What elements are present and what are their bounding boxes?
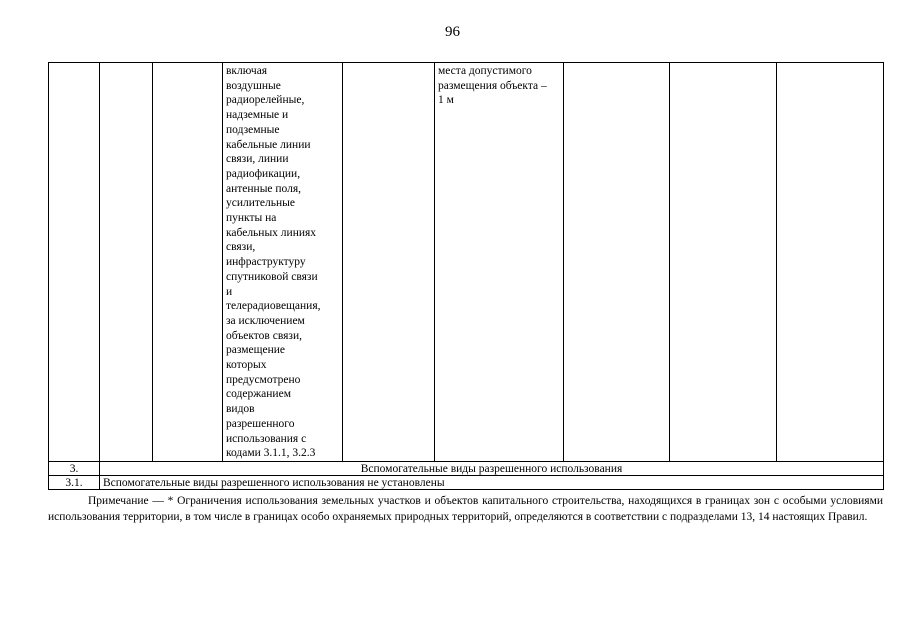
section-title: Вспомогательные виды разрешенного использования bbox=[100, 461, 884, 475]
setback-parameter: места допустимого размещения объекта – 1 м bbox=[438, 65, 547, 107]
section-number: 3. bbox=[49, 461, 100, 475]
table-cell bbox=[670, 63, 777, 462]
table-cell bbox=[777, 63, 884, 462]
table-note: Примечание — * Ограничения использования земельных участков и объектов капитального строительства, находящихся в границах зон с особыми условиями использования территории, в том числе в границах особо охраняемых природных территорий, определяются в соответствии с подразделами 13, 14 настоящих Правил. bbox=[48, 495, 883, 523]
subsection-number: 3.1. bbox=[49, 475, 100, 489]
table-row bbox=[49, 461, 884, 475]
table-cell bbox=[564, 63, 670, 462]
table-row bbox=[49, 475, 884, 489]
subsection-text: Вспомогательные виды разрешенного использования не установлены bbox=[100, 475, 884, 489]
table-cell bbox=[100, 63, 153, 462]
table-row bbox=[49, 63, 884, 462]
table-cell bbox=[343, 63, 435, 462]
table-cell bbox=[223, 63, 343, 462]
table-cell bbox=[153, 63, 223, 462]
regulations-table bbox=[48, 62, 884, 490]
table-cell bbox=[435, 63, 564, 462]
page-number: 96 bbox=[445, 24, 460, 40]
permitted-use-description: включая воздушные радиорелейные, надземные и подземные кабельные линии связи, линии радиофикации, антенные поля, усилительные пункты на кабельных линиях связи, инфраструктуру спутниковой связи и телерадиовещания, за исключением объектов связи, размещение которых предусмотрено содержанием видов разрешенного использования с кодами 3.1.1, 3.2.3 bbox=[226, 65, 321, 460]
table-cell bbox=[49, 63, 100, 462]
